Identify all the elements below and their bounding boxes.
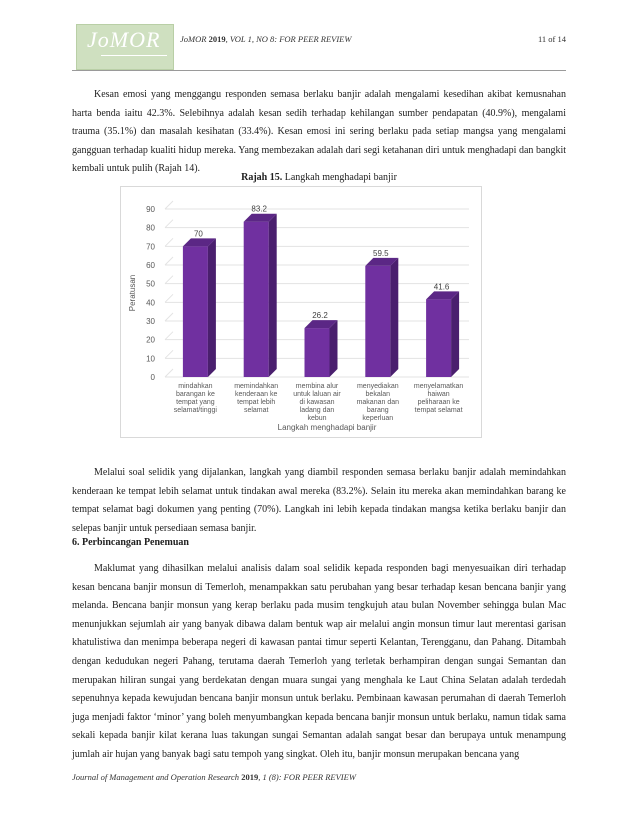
y-tick-label: 10 <box>146 354 155 364</box>
bar <box>426 299 451 377</box>
y-tick-label: 60 <box>146 261 155 270</box>
bar-side <box>208 238 216 377</box>
figure-label: Rajah 15. <box>241 172 283 183</box>
logo-underline <box>101 55 167 64</box>
paragraph-2-text: Melalui soal selidik yang dijalankan, langkah yang diambil responden semasa berlaku banjir adalah memindahkan kenderaan ke tempat lebih selamat untuk tindakan awal mereka (83.2%). Selain itu mereka akan memindahkan barang ke tempat selamat bagi dokumen yang penting (70%). Langkah ini lebih kepada tindakan mangsa ketika berlaku banjir dan selepas banjir untuk persediaan semasa banjir. <box>72 467 566 534</box>
gridline-depth <box>165 257 173 265</box>
bar <box>244 222 269 377</box>
footer-year: 2019 <box>241 772 259 782</box>
bar-side <box>390 258 398 377</box>
x-tick-label: memindahkan <box>234 383 279 390</box>
paragraph-1 <box>72 86 566 179</box>
y-tick-label: 50 <box>146 279 155 289</box>
x-tick-label: makanan dan <box>356 399 400 406</box>
paragraph-3-text: Maklumat yang dihasilkan melalui analisis dalam soal selidik kepada responden bagi menyesuaikan diri terhadap kesan bencana banjir monsun di Temerloh, menampakkan satu perubahan yang besar terhadap kesan bencana banjir yang melanda. Bencana banjir monsun yang kerap berlaku pada musim tengkujuh atau bulan November sehingga bulan Mac menunjukkan sejumlah air yang banyak dibawa dalam bentuk wap air melalui angin monsun timur laut merentasi garisan khatulistiwa dan menimpa beberapa negeri di kawasan pantai timur seperti Kelantan, Terengganu, dan Pahang. Ditambah dengan kedudukan negeri Pahang, terutama daerah Temerloh yang terletak berhampiran dengan sungai Semantan dan merupakan hiliran sungai yang berdekatan dengan muara sungai yang menghala ke Laut China Selatan adalah terdedah sepenuhnya kepada kewujudan bencana banjir monsun untuk berlaku. Pembinaan kawasan perumahan di daerah Temerloh juga menjadi faktor ‘minor’ yang boleh menyumbangkan kepada bencana banjir monsun untuk berlaku, namun tidak sama sekali kepada banjir kilat kerana luas takungan sungai Semantan adalah sangat besar dan berupaya untuk menampung jumlah air hujan yang banyak bagi satu tempoh yang singkat. Oleh itu, banjir monsun merupakan bencana yang <box>72 563 566 760</box>
header-volume: , VOL 1, NO 8: FOR PEER REVIEW <box>225 34 352 44</box>
x-tick-label: membina alur <box>295 383 339 390</box>
gridline-depth <box>165 238 173 246</box>
gridline-depth <box>165 369 173 377</box>
gridline-depth <box>165 201 173 209</box>
header-year: 2019 <box>208 34 226 44</box>
data-label: 26.2 <box>312 311 328 321</box>
gridline-depth <box>165 220 173 228</box>
x-tick-label: bekalan <box>365 391 391 398</box>
bar-chart <box>120 186 482 438</box>
figure-caption <box>72 172 566 183</box>
footer-volume: , 1 (8): FOR PEER REVIEW <box>258 772 356 782</box>
page-number: 11 of 14 <box>537 34 566 44</box>
y-tick-label: 80 <box>146 223 155 233</box>
data-label: 70 <box>193 229 203 239</box>
x-tick-label: di kawasan <box>299 399 335 406</box>
y-tick-label: 90 <box>146 205 155 214</box>
x-tick-label: tempat selamat <box>414 407 463 414</box>
gridline-depth <box>165 350 173 358</box>
data-label: 83.2 <box>251 204 267 214</box>
logo-text: JoMOR <box>87 27 161 52</box>
bar-chart-svg <box>121 187 481 437</box>
x-tick-label: selamat/tinggi <box>173 407 218 414</box>
y-tick-label: 70 <box>146 242 155 252</box>
x-tick-label: menyelamatkan <box>413 383 464 390</box>
x-tick-label: barangan ke <box>175 391 215 398</box>
x-tick-label: selamat <box>243 407 269 414</box>
y-axis-label: Peratusan <box>128 274 137 312</box>
x-tick-label: tempat lebih <box>237 399 276 406</box>
paragraph-2 <box>72 464 566 538</box>
x-tick-label: kenderaan ke <box>234 391 278 398</box>
x-tick-label: ladang dan <box>299 407 335 414</box>
gridline-depth <box>165 294 173 302</box>
bar <box>183 246 208 377</box>
bar-side <box>269 214 277 377</box>
y-tick-label: 20 <box>146 335 155 345</box>
x-tick-label: kebun <box>307 415 327 422</box>
page-footer <box>72 772 356 782</box>
x-tick-label: keperluan <box>362 415 394 422</box>
paragraph-3 <box>72 560 566 765</box>
paragraph-1-text: Kesan emosi yang menggangu responden semasa berlaku banjir adalah mengalami kesedihan akibat kemusnahan harta benda iaitu 42.3%. Selebihnya adalah kesan sedih terhadap kehilangan sumber pendapatan (40.9%), mengalami trauma (35.1%) dan masalah kesihatan (33.4%). Kesan emosi ini sering berlaku pada setiap mangsa yang mengalami gangguan terhadap kualiti hidup mereka. Yang membezakan adalah dari segi ketahanan diri untuk menghadapi dan bangkit kembali untuk pulih (Rajah 14). <box>72 89 566 175</box>
journal-abbr: JoMOR <box>180 34 207 44</box>
data-label: 41.6 <box>433 282 450 292</box>
x-tick-label: untuk laluan air <box>293 391 341 398</box>
gridline-depth <box>165 276 173 284</box>
bar-side <box>451 291 459 377</box>
footer-journal: Journal of Management and Operation Research <box>72 772 240 782</box>
journal-logo <box>76 24 174 70</box>
y-tick-label: 40 <box>146 298 155 308</box>
y-tick-label: 30 <box>146 317 155 326</box>
x-axis-label: Langkah menghadapi banjir <box>277 423 377 432</box>
gridline-depth <box>165 313 173 321</box>
x-tick-label: tempat yang <box>176 399 215 406</box>
y-tick-label: 0 <box>150 373 155 382</box>
gridline-depth <box>165 332 173 340</box>
bar <box>365 266 390 377</box>
x-tick-label: barang <box>366 407 389 414</box>
data-label: 59.5 <box>373 248 389 258</box>
header-rule <box>72 70 566 71</box>
x-tick-label: haiwan <box>427 391 450 398</box>
x-tick-label: mindahkan <box>178 383 213 390</box>
x-tick-label: peliharaan ke <box>417 399 460 406</box>
bar <box>305 328 330 377</box>
page-header <box>72 20 566 70</box>
x-tick-label: menyediakan <box>356 383 399 390</box>
section-heading: 6. Perbincangan Penemuan <box>72 537 189 548</box>
running-head <box>180 34 351 44</box>
figure-title: Langkah menghadapi banjir <box>282 172 397 183</box>
bar-side <box>330 320 338 377</box>
